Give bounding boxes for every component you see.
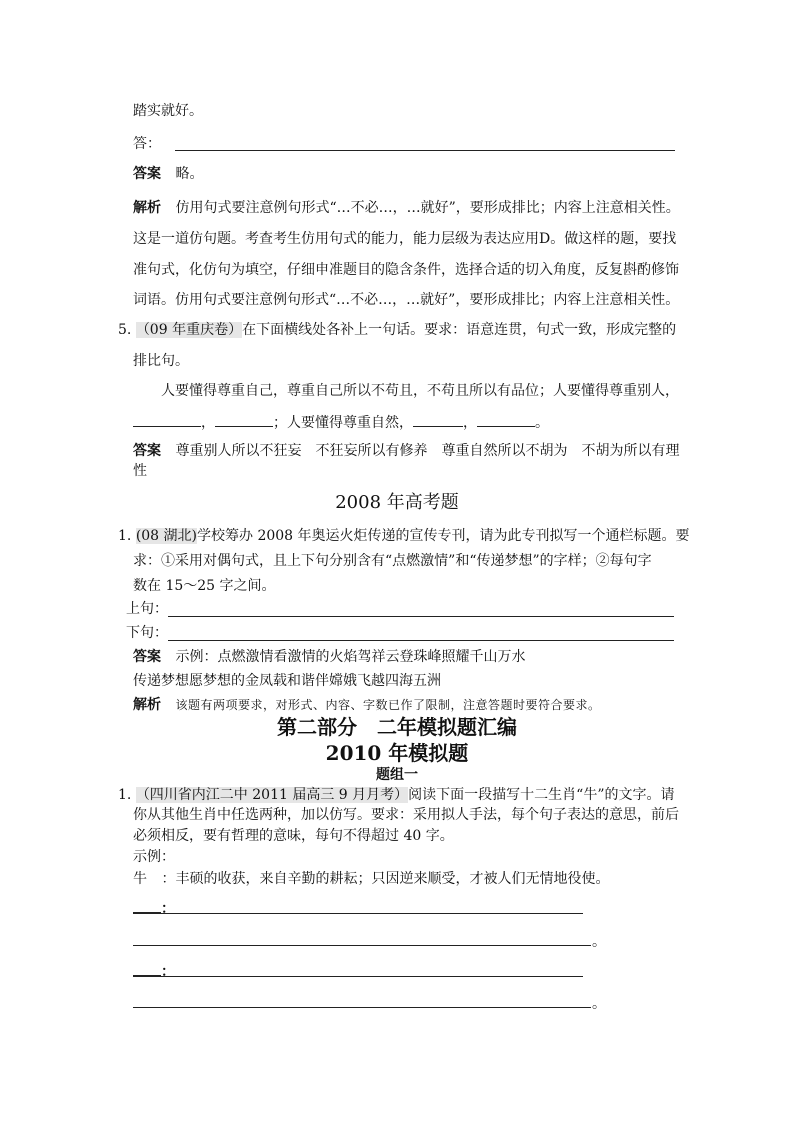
answer-row <box>133 164 203 184</box>
answer-text: 示例：点燃激情看激情的火焰驾祥云登珠峰照耀千山万水 <box>175 649 526 665</box>
upper-line-blank <box>168 616 674 617</box>
question-1-2010 <box>118 785 674 805</box>
answer-tag: 答案 <box>133 649 161 665</box>
question-text: 学校筹办 2008 年奥运火炬传递的宣传专刊，请为此专刊拟写一个通栏标题。要 <box>197 528 690 544</box>
lower-line-label: 下句： <box>126 625 168 641</box>
section-title-2008: 2008 年高考题 <box>335 492 459 513</box>
question-source: (08 湖北) <box>135 528 198 544</box>
fill-blank <box>477 412 535 427</box>
answer-blank-line <box>133 976 583 977</box>
answer-prompt-label: 答： <box>133 136 161 152</box>
answer-text: 尊重别人所以不狂妄 不狂妄所以有修养 尊重自然所以不胡为 不胡为所以有理 <box>175 443 680 459</box>
year-2010-title: 2010 年模拟题 <box>325 741 469 765</box>
sentence-end: 。 <box>592 996 606 1012</box>
question-text: 排比句。 <box>133 353 189 369</box>
question-number: 5. <box>118 322 132 338</box>
question-number: 1. <box>118 787 132 803</box>
animal-blank-row: ： <box>133 898 175 919</box>
fill-blank <box>215 412 273 427</box>
analysis-line: 这是一道仿句题。考查考生仿用句式的能力，能力层级为表达应用D。做这样的题，要找 <box>133 231 677 247</box>
question-text: 数在 15～25 字之间。 <box>133 578 276 594</box>
analysis-text: 该题有两项要求，对形式、内容、字数已作了限制，注意答题时要符合要求。 <box>175 698 601 712</box>
previous-question-tail: 踏实就好。 <box>133 103 203 119</box>
question-text: 必须相反，要有哲理的意味，每句不得超过 40 字。 <box>133 828 454 844</box>
answer-blank-line <box>133 1007 591 1008</box>
question-number: 1. <box>118 528 132 544</box>
analysis-line: 准句式，化仿句为填空，仔细申准题目的隐含条件，选择合适的切入角度，反复斟酌修饰 <box>133 262 679 278</box>
fill-blank <box>133 412 201 427</box>
question-1-2008 <box>118 526 690 546</box>
answer-text: 略。 <box>175 166 204 182</box>
example-animal: 牛 <box>133 871 147 887</box>
animal-name-blank <box>133 961 161 976</box>
example-row <box>133 869 609 889</box>
analysis-line: 词语。仿用句式要注意例句形式“…不必…，…就好”，要形成排比；内容上注意相关性。 <box>133 292 680 308</box>
upper-line-label: 上句： <box>126 601 168 617</box>
answer-text: 传递梦想愿梦想的金凤载和谐伴嫦娥飞越四海五洲 <box>133 673 441 689</box>
answer-text: 性 <box>133 463 147 479</box>
analysis-row <box>133 198 680 218</box>
answer-blank-line <box>175 150 675 151</box>
answer-tag: 答案 <box>133 443 161 459</box>
answer-tag: 答案 <box>133 166 161 182</box>
animal-blank-row: ： <box>133 961 175 982</box>
analysis-tag: 解析 <box>133 697 161 713</box>
analysis-line: 仿用句式要注意例句形式“…不必…，…就好”，要形成排比；内容上注意相关性。 <box>175 200 680 216</box>
question-5 <box>118 320 676 340</box>
answer-row <box>133 647 525 667</box>
question-source: （09 年重庆卷） <box>135 322 243 338</box>
answer-row <box>133 441 679 461</box>
answer-blank-line <box>133 913 583 914</box>
lower-line-blank <box>168 640 674 641</box>
question-text: 求：①采用对偶句式，且上下句分别含有“点燃激情”和“传递梦想”的字样；②每句字 <box>133 553 652 569</box>
sentence-end: 。 <box>592 934 606 950</box>
example-label: 示例： <box>133 849 175 865</box>
answer-blank-line <box>133 945 591 946</box>
passage-blanks-line: ， ；人要懂得尊重自然， ， 。 <box>133 412 549 433</box>
analysis-row <box>133 695 600 715</box>
animal-name-blank <box>133 898 161 913</box>
example-text: ：丰硕的收获，来自辛勤的耕耘；只因逆来顺受，才被人们无情地役使。 <box>161 871 610 887</box>
question-text: 阅读下面一段描写十二生肖“牛”的文字。请 <box>408 787 675 803</box>
part-2-title: 第二部分 二年模拟题汇编 <box>277 715 517 739</box>
passage-line: 人要懂得尊重自己，尊重自己所以不苟且，不苟且所以有品位；人要懂得尊重别人， <box>161 383 679 399</box>
question-text: 在下面横线处各补上一句话。要求：语意连贯，句式一致，形成完整的 <box>242 322 677 338</box>
question-text: 你从其他生肖中任选两种，加以仿写。要求：采用拟人手法，每个句子表达的意思，前后 <box>133 807 679 823</box>
group-title: 题组一 <box>376 767 418 783</box>
analysis-tag: 解析 <box>133 200 161 216</box>
question-source: （四川省内江二中 2011 届高三 9 月月考） <box>135 787 409 803</box>
fill-blank <box>413 412 463 427</box>
